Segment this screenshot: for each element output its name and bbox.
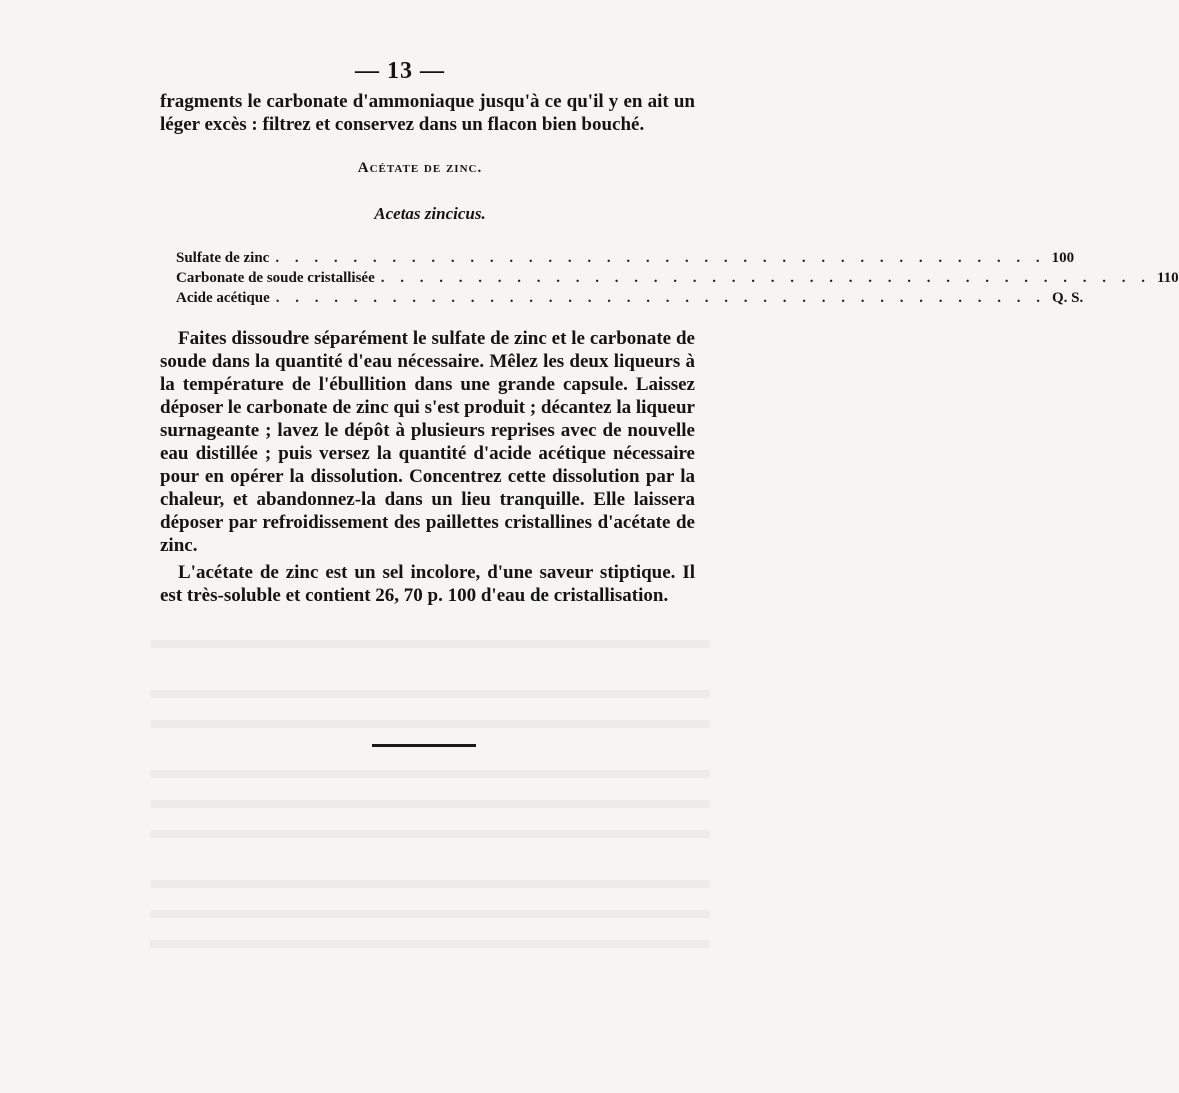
ingredient-quantity: Q. S. [1051, 290, 1084, 306]
recipe-list [176, 250, 1179, 310]
ingredient-name: Carbonate de soude cristallisée [176, 270, 375, 286]
section-divider [372, 744, 476, 747]
page-number: — 13 — [355, 58, 445, 84]
bleed-through-line [150, 940, 710, 948]
ingredient-name: Sulfate de zinc [176, 250, 270, 266]
intro-paragraph: fragments le carbonate d'ammoniaque jusqu'à ce qu'il y en ait un léger excès : filtrez et conservez dans un flacon bien bouché. [160, 91, 695, 135]
bleed-through-line [150, 690, 710, 698]
dot-leader: . . . . . . . . . . . . . . . . . . . . . . . . . . . . . . . . . . . . . . . . [275, 290, 1046, 306]
section-title [0, 160, 840, 177]
properties-paragraph: L'acétate de zinc est un sel incolore, d'une saveur stiptique. Il est très-soluble et contient 26, 70 p. 100 d'eau de cristallisation. [160, 562, 695, 606]
bleed-through-line [150, 830, 710, 838]
recipe-row [176, 250, 1075, 270]
ingredient-quantity: 110 [1156, 270, 1179, 286]
bleed-through-line [150, 880, 710, 888]
recipe-row [176, 290, 1084, 310]
bleed-through-line [150, 640, 710, 648]
ingredient-name: Acide acétique [176, 290, 270, 306]
section-title-text: Acétate de zinc. [357, 160, 483, 176]
dot-leader: . . . . . . . . . . . . . . . . . . . . . . . . . . . . . . . . . . . . . . . . [275, 250, 1046, 266]
bleed-through-line [150, 800, 710, 808]
ingredient-quantity: 100 [1051, 250, 1075, 266]
bleed-through-line [150, 720, 710, 728]
latin-name: Acetas zincicus. [374, 204, 486, 223]
preparation-paragraph: Faites dissoudre séparément le sulfate de zinc et le carbonate de soude dans la quantité d'eau nécessaire. Mêlez les deux liqueurs à la température de l'ébullition dans une grande capsule. Laissez déposer le carbonate de zinc qui s'est produit ; décantez la liqueur surnageante ; lavez le dépôt à plusieurs reprises avec de nouvelle eau distillée ; puis versez la quantité d'acide acétique nécessaire pour en opérer la dissolution. Concentrez cette dissolution par la chaleur, et abandonnez-la dans un lieu tranquille. Elle laissera déposer par refroidissement des paillettes cristallines d'acétate de zinc. [160, 328, 695, 556]
dot-leader: . . . . . . . . . . . . . . . . . . . . . . . . . . . . . . . . . . . . . . . . [380, 270, 1151, 286]
bleed-through-line [150, 770, 710, 778]
bleed-through-line [150, 910, 710, 918]
recipe-row [176, 270, 1179, 290]
